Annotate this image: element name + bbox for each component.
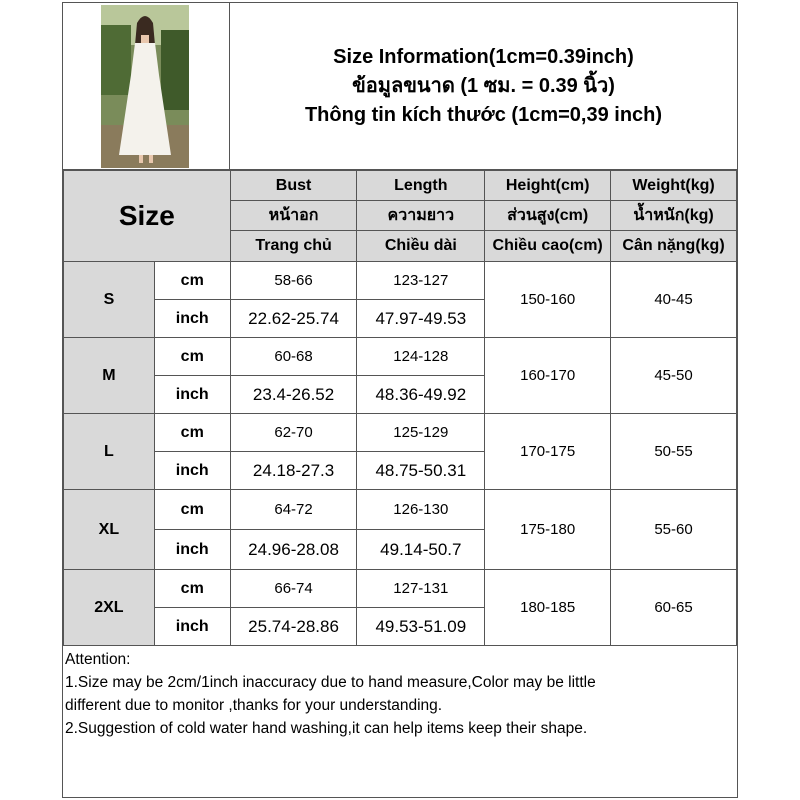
size-label: XL bbox=[64, 490, 155, 570]
height-range: 175-180 bbox=[485, 490, 611, 570]
weight-range: 50-55 bbox=[611, 414, 737, 490]
size-label: S bbox=[64, 262, 155, 338]
attention-title: Attention: bbox=[65, 651, 131, 668]
col-height-vi: Chiều cao(cm) bbox=[485, 231, 611, 262]
col-weight-en: Weight(kg) bbox=[611, 171, 737, 201]
weight-range: 60-65 bbox=[611, 570, 737, 646]
length-cm: 124-128 bbox=[357, 338, 485, 376]
col-height-en: Height(cm) bbox=[485, 171, 611, 201]
bust-cm: 58-66 bbox=[230, 262, 357, 300]
size-chart-sheet bbox=[62, 2, 738, 798]
col-length-vi: Chiều dài bbox=[357, 231, 485, 262]
height-range: 180-185 bbox=[485, 570, 611, 646]
unit-inch: inch bbox=[154, 376, 230, 414]
photo-cell bbox=[63, 3, 230, 170]
length-cm: 125-129 bbox=[357, 414, 485, 452]
bust-inch: 23.4-26.52 bbox=[230, 376, 357, 414]
col-bust-vi: Trang chủ bbox=[230, 231, 357, 262]
header-line-en: Size Information(1cm=0.39inch) bbox=[333, 45, 634, 68]
unit-inch: inch bbox=[154, 300, 230, 338]
length-cm: 127-131 bbox=[357, 570, 485, 608]
table-row bbox=[64, 570, 737, 608]
table-row bbox=[64, 490, 737, 530]
unit-inch: inch bbox=[154, 530, 230, 570]
height-range: 160-170 bbox=[485, 338, 611, 414]
length-inch: 48.36-49.92 bbox=[357, 376, 485, 414]
unit-cm: cm bbox=[154, 338, 230, 376]
bust-cm: 64-72 bbox=[230, 490, 357, 530]
length-inch: 49.14-50.7 bbox=[357, 530, 485, 570]
col-length-en: Length bbox=[357, 171, 485, 201]
attention-line-2: different due to monitor ,thanks for your understanding. bbox=[65, 697, 443, 714]
table-row bbox=[64, 414, 737, 452]
unit-cm: cm bbox=[154, 262, 230, 300]
size-column-title: Size bbox=[64, 171, 231, 262]
bust-inch: 25.74-28.86 bbox=[230, 608, 357, 646]
attention-notes bbox=[65, 648, 725, 740]
height-range: 150-160 bbox=[485, 262, 611, 338]
length-inch: 48.75-50.31 bbox=[357, 452, 485, 490]
col-weight-vi: Cân nặng(kg) bbox=[611, 231, 737, 262]
length-cm: 123-127 bbox=[357, 262, 485, 300]
bust-inch: 24.18-27.3 bbox=[230, 452, 357, 490]
size-label: 2XL bbox=[64, 570, 155, 646]
bust-cm: 66-74 bbox=[230, 570, 357, 608]
col-length-th: ความยาว bbox=[357, 201, 485, 231]
length-inch: 47.97-49.53 bbox=[357, 300, 485, 338]
weight-range: 40-45 bbox=[611, 262, 737, 338]
size-info-header bbox=[230, 3, 737, 170]
table-row bbox=[64, 262, 737, 300]
header-line-th: ข้อมูลขนาด (1 ซม. = 0.39 นิ้ว) bbox=[352, 74, 615, 97]
bust-inch: 24.96-28.08 bbox=[230, 530, 357, 570]
length-cm: 126-130 bbox=[357, 490, 485, 530]
col-bust-th: หน้าอก bbox=[230, 201, 357, 231]
unit-cm: cm bbox=[154, 570, 230, 608]
bust-cm: 60-68 bbox=[230, 338, 357, 376]
bust-inch: 22.62-25.74 bbox=[230, 300, 357, 338]
unit-inch: inch bbox=[154, 608, 230, 646]
weight-range: 55-60 bbox=[611, 490, 737, 570]
unit-cm: cm bbox=[154, 414, 230, 452]
model-photo bbox=[101, 5, 189, 168]
col-weight-th: น้ำหนัก(kg) bbox=[611, 201, 737, 231]
header-line-vi: Thông tin kích thước (1cm=0,39 inch) bbox=[304, 103, 663, 126]
unit-cm: cm bbox=[154, 490, 230, 530]
attention-line-1: 1.Size may be 2cm/1inch inaccuracy due to hand measure,Color may be little bbox=[65, 674, 596, 691]
bust-cm: 62-70 bbox=[230, 414, 357, 452]
size-label: M bbox=[64, 338, 155, 414]
col-height-th: ส่วนสูง(cm) bbox=[485, 201, 611, 231]
weight-range: 45-50 bbox=[611, 338, 737, 414]
size-table bbox=[63, 170, 737, 646]
attention-line-3: 2.Suggestion of cold water hand washing,it can help items keep their shape. bbox=[65, 720, 588, 737]
size-label: L bbox=[64, 414, 155, 490]
table-row bbox=[64, 338, 737, 376]
unit-inch: inch bbox=[154, 452, 230, 490]
height-range: 170-175 bbox=[485, 414, 611, 490]
col-bust-en: Bust bbox=[230, 171, 357, 201]
length-inch: 49.53-51.09 bbox=[357, 608, 485, 646]
